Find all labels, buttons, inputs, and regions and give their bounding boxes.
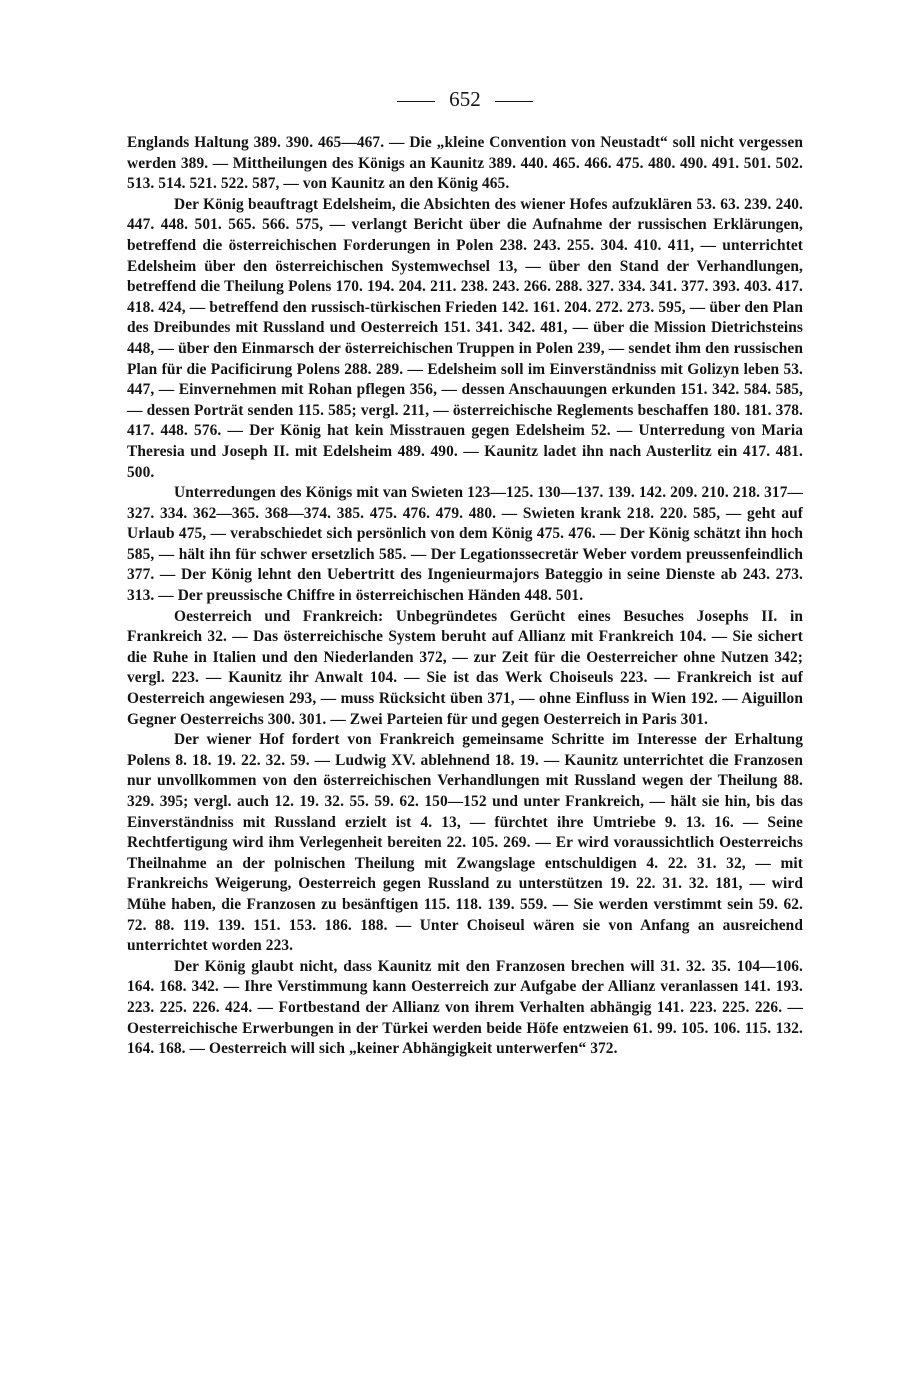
- header-rule-left: [397, 101, 435, 102]
- page: [127, 82, 803, 1060]
- header-rule-right: [495, 101, 533, 102]
- paragraph: Englands Haltung 389. 390. 465—467. — Die „kleine Convention von Neustadt“ soll nicht vergessen werden 389. — Mittheilungen des Königs an Kaunitz 389. 440. 465. 466. 475. 480. 490. 491. 501. 502. 513. 514. 521. 522. 587, — von Kaunitz an den König 465.: [127, 134, 803, 193]
- paragraph: Unterredungen des Königs mit van Swieten 123—125. 130—137. 139. 142. 209. 210. 218. 317—327. 334. 362—365. 368—374. 385. 475. 476. 479. 480. — Swieten krank 218. 220. 585, — geht auf Urlaub 475, — verabschiedet sich persönlich von dem König 475. 476. — Der König schätzt ihn hoch 585, — hält ihn für schwer ersetzlich 585. — Der Legationssecretär Weber vordem preussenfeindlich 377. — Der König lehnt den Uebertritt des Ingenieurmajors Bateggio in seine Dienste ab 243. 273. 313. — Der preussische Chiffre in österreichischen Händen 448. 501.: [127, 484, 803, 605]
- paragraph: Der wiener Hof fordert von Frankreich gemeinsame Schritte im Interesse der Erhaltung Polens 8. 18. 19. 22. 32. 59. — Ludwig XV. ablehnend 18. 19. — Kaunitz unterrichtet die Franzosen nur unvollkommen von den österreichischen Verhandlungen mit Russland wegen der Theilung 88. 329. 395; vergl. auch 12. 19. 32. 55. 59. 62. 150—152 und unter Frankreich, — hält sie hin, bis das Einverständniss mit Russland erzielt ist 4. 13, — fürchtet ihre Umtriebe 9. 13. 16. — Seine Rechtfertigung wird ihm Verlegenheit bereiten 22. 105. 269. — Er wird voraussichtlich Oesterreichs Theilnahme an der polnischen Theilung mit Zwangslage entschuldigen 4. 22. 31. 32, — mit Frankreichs Weigerung, Oesterreich gegen Russland zu unterstützen 19. 22. 31. 32. 181, — wird Mühe haben, die Franzosen zu besänftigen 115. 118. 139. 559. — Sie werden verstimmt sein 59. 62. 72. 88. 119. 139. 151. 153. 186. 188. — Unter Choiseul wären sie von Anfang an ausreichend unterrichtet worden 223.: [127, 731, 803, 955]
- paragraph: Oesterreich und Frankreich: Unbegründetes Gerücht eines Besuches Josephs II. in Frankreich 32. — Das österreichische System beruht auf Allianz mit Frankreich 104. — Sie sichert die Ruhe in Italien und den Niederlanden 372, — zur Zeit für die Oesterreicher ohne Nutzen 342; vergl. 223. — Kaunitz ihr Anwalt 104. — Sie ist das Werk Choiseuls 223. — Frankreich ist auf Oesterreich angewiesen 293, — muss Rücksicht üben 371, — ohne Einfluss in Wien 192. — Aiguillon Gegner Oesterreichs 300. 301. — Zwei Parteien für und gegen Oesterreich in Paris 301.: [127, 607, 803, 728]
- page-header: [127, 82, 803, 116]
- page-number: 652: [449, 86, 481, 111]
- paragraph: Der König beauftragt Edelsheim, die Absichten des wiener Hofes aufzuklären 53. 63. 239. 240. 447. 448. 501. 565. 566. 575, — verlangt Bericht über die Aufnahme der russischen Erklärungen, betreffend die österreichischen Forderungen in Polen 238. 243. 255. 304. 410. 411, — unterrichtet Edelsheim über den österreichischen Systemwechsel 13, — über den Stand der Verhandlungen, betreffend die Theilung Polens 170. 194. 204. 211. 238. 243. 266. 288. 327. 334. 341. 377. 393. 403. 417. 418. 424, — betreffend den russisch-türkischen Frieden 142. 161. 204. 272. 273. 595, — über den Plan des Dreibundes mit Russland und Oesterreich 151. 341. 342. 481, — über die Mission Dietrichsteins 448, — über den Einmarsch der österreichischen Truppen in Polen 239, — sendet ihm den russischen Plan für die Pacificirung Polens 288. 289. — Edelsheim soll im Einverständniss mit Golizyn leben 53. 447, — Einvernehmen mit Rohan pflegen 356, — dessen Anschauungen erkunden 151. 342. 584. 585, — dessen Porträt senden 115. 585; vergl. 211, — österreichische Reglements beschaffen 180. 181. 378. 417. 448. 576. — Der König hat kein Misstrauen gegen Edelsheim 52. — Unterredung von Maria Theresia und Joseph II. mit Edelsheim 489. 490. — Kaunitz ladet ihn nach Austerlitz ein 417. 481. 500.: [127, 195, 803, 481]
- paragraph: Der König glaubt nicht, dass Kaunitz mit den Franzosen brechen will 31. 32. 35. 104—106. 164. 168. 342. — Ihre Verstimmung kann Oesterreich zur Aufgabe der Allianz veranlassen 141. 193. 223. 225. 226. 424. — Fortbestand der Allianz von ihrem Verhalten abhängig 141. 223. 225. 226. — Oesterreichische Erwerbungen in der Türkei werden beide Höfe entzweien 61. 99. 105. 106. 115. 132. 164. 168. — Oesterreich will sich „keiner Abhängigkeit unterwerfen“ 372.: [127, 957, 803, 1058]
